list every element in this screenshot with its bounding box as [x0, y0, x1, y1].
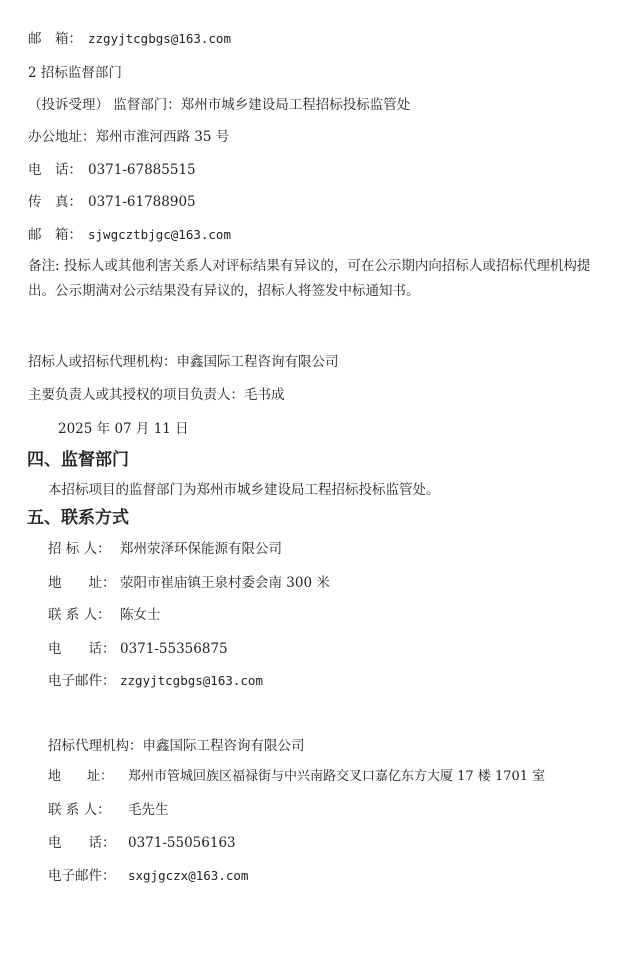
agency-address-label: 地 址： [48, 769, 114, 784]
supervision-phone-row [28, 161, 616, 179]
section4-heading: 四、监督部门 [27, 450, 129, 470]
tenderer-name-row [48, 540, 616, 558]
section5-heading: 五、联系方式 [27, 508, 129, 528]
email-label: 邮 箱： [28, 227, 82, 243]
tenderer-contact-label: 联 系 人： [48, 607, 111, 623]
tenderer-contact-row [48, 606, 616, 624]
fax-value: 0371-61788905 [88, 194, 196, 210]
section4-body: 本招标项目的监督部门为郑州市城乡建设局工程招标投标监管处。 [48, 482, 440, 498]
agency-email-row [48, 867, 616, 885]
tenderer-contact-value: 陈女士 [120, 607, 161, 623]
agency-signoff-line: 招标人或招标代理机构：申鑫国际工程咨询有限公司 [28, 354, 339, 370]
signoff-date: 2025 年 07 月 11 日 [58, 421, 189, 437]
supervision-email-row [28, 226, 616, 244]
tenderer-phone-row [48, 640, 616, 658]
agency-address-value: 郑州市管城回族区福禄街与中兴南路交叉口嘉亿东方大厦 17 楼 1701 室 [128, 769, 546, 784]
top-email-row [28, 30, 616, 48]
agency-contact-row [48, 801, 616, 819]
tenderer-email-row [48, 672, 616, 690]
tenderer-phone-value: 0371-55356875 [120, 641, 228, 657]
responsible-person-line: 主要负责人或其授权的项目负责人：毛书成 [28, 387, 285, 403]
tenderer-address-value: 荥阳市崔庙镇王泉村委会南 300 米 [120, 575, 330, 591]
agency-contact-value: 毛先生 [128, 802, 169, 818]
agency-address-row [48, 768, 616, 786]
note-paragraph: 备注: 投标人或其他利害关系人对评标结果有异议的，可在公示期内向招标人或招标代理机构提出。公示期满对公示结果没有异议的，招标人将签发中标通知书。 [28, 258, 591, 299]
tenderer-address-row [48, 574, 616, 592]
agency-phone-row [48, 834, 616, 852]
email-value: zzgyjtcgbgs@163.com [88, 31, 231, 46]
tenderer-email-value: zzgyjtcgbgs@163.com [120, 673, 263, 688]
supervision-dept-line: （投诉受理） 监督部门：郑州市城乡建设局工程招标投标监管处 [28, 97, 411, 113]
fax-label: 传 真： [28, 194, 82, 210]
supervision-section-title: 2 招标监督部门 [28, 65, 122, 81]
supervision-address-line: 办公地址：郑州市淮河西路 35 号 [28, 129, 230, 145]
email-label: 邮 箱： [28, 31, 82, 47]
phone-label: 电 话： [28, 162, 82, 178]
agency-email-value: sxgjgczx@163.com [128, 868, 249, 883]
agency-phone-label: 电 话： [48, 835, 116, 851]
tenderer-phone-label: 电 话： [48, 641, 116, 657]
tenderer-name-label: 招 标 人： [48, 541, 111, 557]
tenderer-email-label: 电子邮件： [48, 673, 116, 689]
agency-phone-value: 0371-55056163 [128, 835, 236, 851]
tenderer-name-value: 郑州荥泽环保能源有限公司 [120, 541, 282, 557]
supervision-fax-row [28, 193, 616, 211]
agency-contact-label: 联 系 人： [48, 802, 111, 818]
agency-name-row: 招标代理机构：申鑫国际工程咨询有限公司 [48, 738, 305, 754]
tenderer-address-label: 地 址： [48, 575, 116, 591]
phone-value: 0371-67885515 [88, 162, 196, 178]
email-value: sjwgcztbjgc@163.com [88, 227, 231, 242]
agency-email-label: 电子邮件： [48, 868, 116, 884]
